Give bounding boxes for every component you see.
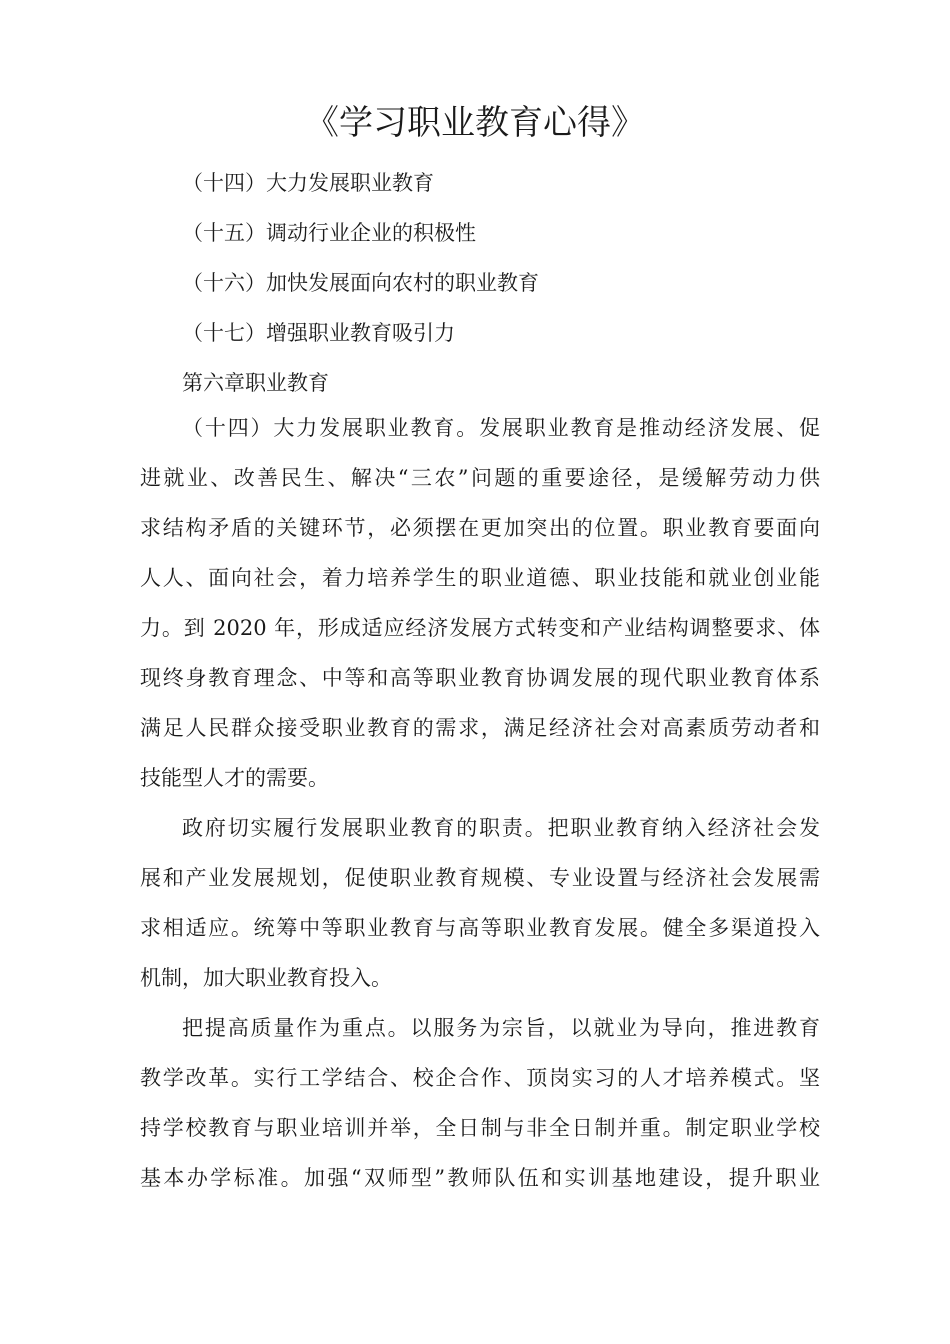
paragraph-line: 力。到 2020 年，形成适应经济发展方式转变和产业结构调整要求、体 [140, 616, 820, 640]
toc-item: （十四）大力发展职业教育 [182, 171, 434, 195]
paragraph-line: 展和产业发展规划，促使职业教育规模、专业设置与经济社会发展需 [140, 866, 820, 890]
paragraph-line: 基本办学标准。加强“双师型”教师队伍和实训基地建设，提升职业 [140, 1166, 820, 1190]
paragraph-line: 机制，加大职业教育投入。 [140, 966, 392, 990]
paragraph-line: 满足人民群众接受职业教育的需求，满足经济社会对高素质劳动者和 [140, 716, 820, 740]
paragraph-line: 持学校教育与职业培训并举，全日制与非全日制并重。制定职业学校 [140, 1116, 820, 1140]
toc-item: （十六）加快发展面向农村的职业教育 [182, 271, 539, 295]
paragraph-line: 政府切实履行发展职业教育的职责。把职业教育纳入经济社会发 [182, 816, 820, 840]
body-paragraph [140, 803, 820, 1003]
paragraph-line: 人人、面向社会，着力培养学生的职业道德、职业技能和就业创业能 [140, 566, 820, 590]
body-paragraph [140, 1003, 820, 1203]
document-title: 《学习职业教育心得》 [305, 103, 645, 143]
toc-item: （十五）调动行业企业的积极性 [182, 221, 476, 245]
paragraph-line: 进就业、改善民生、解决“三农”问题的重要途径，是缓解劳动力供 [140, 466, 820, 490]
table-of-contents [140, 158, 820, 358]
paragraph-line: （十四）大力发展职业教育。发展职业教育是推动经济发展、促 [182, 416, 820, 440]
paragraph-line: 技能型人才的需要。 [140, 766, 329, 790]
paragraph-line: 把提高质量作为重点。以服务为宗旨，以就业为导向，推进教育 [182, 1016, 820, 1040]
paragraph-line: 现终身教育理念、中等和高等职业教育协调发展的现代职业教育体系 [140, 666, 820, 690]
chapter-heading: 第六章职业教育 [182, 371, 329, 395]
body-paragraph [140, 403, 820, 803]
toc-item: （十七）增强职业教育吸引力 [182, 321, 455, 345]
paragraph-line: 求结构矛盾的关键环节，必须摆在更加突出的位置。职业教育要面向 [140, 516, 820, 540]
paragraph-line: 教学改革。实行工学结合、校企合作、顶岗实习的人才培养模式。坚 [140, 1066, 820, 1090]
paragraph-line: 求相适应。统筹中等职业教育与高等职业教育发展。健全多渠道投入 [140, 916, 820, 940]
